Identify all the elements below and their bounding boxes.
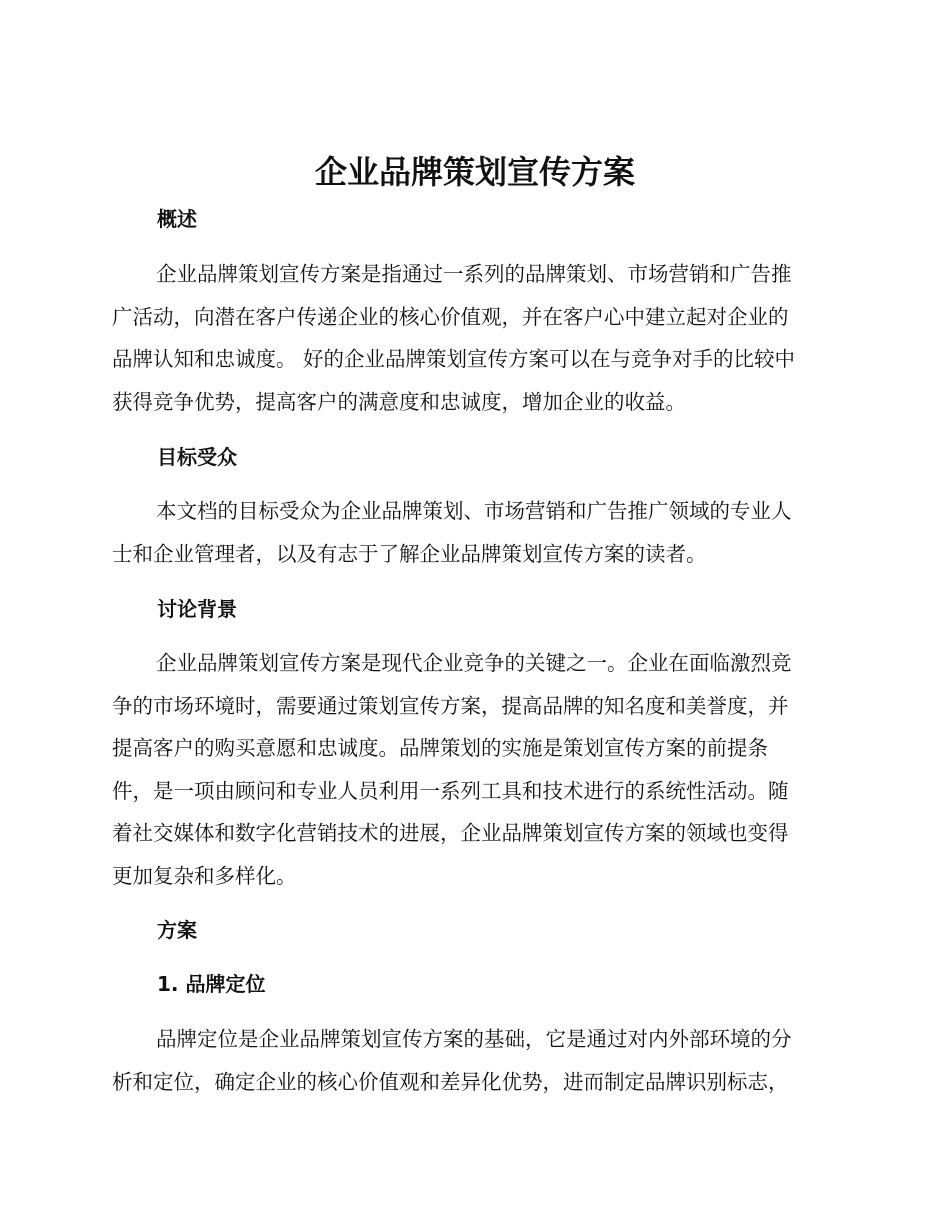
paragraph-line: 企业品牌策划宣传方案是指通过一系列的品牌策划、市场营销和广告推 xyxy=(156,262,792,286)
paragraph-line: 提高客户的购买意愿和忠诚度。品牌策划的实施是策划宣传方案的前提条 xyxy=(112,736,768,760)
section-heading-plan: 方案 xyxy=(157,918,197,942)
paragraph-line: 士和企业管理者，以及有志于了解企业品牌策划宣传方案的读者。 xyxy=(112,541,707,566)
paragraph-line: 析和定位，确定企业的核心价值观和差异化优势，进而制定品牌识别标志， xyxy=(112,1069,789,1094)
paragraph-line: 企业品牌策划宣传方案是现代企业竞争的关键之一。企业在面临激烈竞 xyxy=(156,651,792,675)
paragraph-line: 获得竞争优势，提高客户的满意度和忠诚度，增加企业的收益。 xyxy=(112,389,686,414)
section-paragraph-background xyxy=(112,642,838,897)
section-paragraph-brand-positioning xyxy=(112,1018,838,1103)
section-paragraph-overview xyxy=(112,253,838,423)
paragraph-line: 品牌定位是企业品牌策划宣传方案的基础，它是通过对内外部环境的分 xyxy=(156,1027,792,1051)
paragraph-line: 争的市场环境时，需要通过策划宣传方案，提高品牌的知名度和美誉度，并 xyxy=(112,693,789,718)
paragraph-line: 广活动，向潜在客户传递企业的核心价值观，并在客户心中建立起对企业的 xyxy=(112,304,789,329)
section-heading-audience: 目标受众 xyxy=(157,445,237,469)
paragraph-line: 本文档的目标受众为企业品牌策划、市场营销和广告推广领域的专业人 xyxy=(156,499,792,523)
subsection-heading-brand-positioning: 1. 品牌定位 xyxy=(157,972,266,996)
paragraph-line: 件，是一项由顾问和专业人员利用一系列工具和技术进行的系统性活动。随 xyxy=(112,778,789,803)
paragraph-line: 更加复杂和多样化。 xyxy=(112,863,297,888)
paragraph-line: 品牌认知和忠诚度。 好的企业品牌策划宣传方案可以在与竞争对手的比较中 xyxy=(112,347,796,371)
section-heading-background: 讨论背景 xyxy=(157,597,237,621)
section-paragraph-audience xyxy=(112,490,838,575)
section-heading-overview: 概述 xyxy=(157,207,197,231)
document-title: 企业品牌策划宣传方案 xyxy=(314,153,635,191)
paragraph-line: 着社交媒体和数字化营销技术的进展，企业品牌策划宣传方案的领域也变得 xyxy=(112,821,789,845)
